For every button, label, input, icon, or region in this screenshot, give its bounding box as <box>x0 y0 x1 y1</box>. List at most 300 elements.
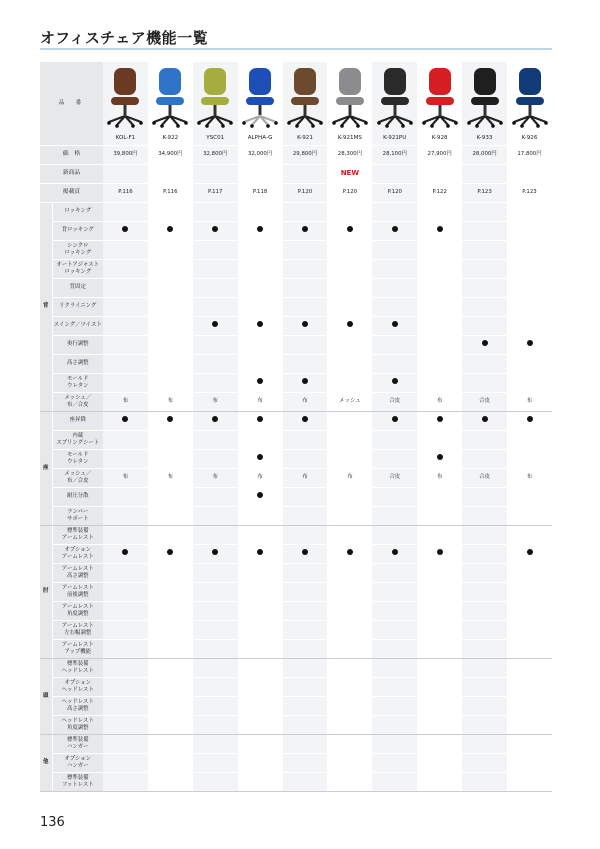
feature-cell <box>507 259 552 278</box>
feature-cell <box>103 601 148 620</box>
feature-cell <box>283 582 328 601</box>
feature-label: 背ロッキング <box>52 221 103 240</box>
feature-cell <box>372 506 417 525</box>
feature-cell <box>327 202 372 221</box>
feature-cell <box>327 620 372 639</box>
feature-cell <box>327 601 372 620</box>
product-cell <box>507 62 552 145</box>
feature-cell <box>103 316 148 335</box>
chair-feature-table <box>40 62 552 792</box>
feature-dot <box>527 416 533 422</box>
feature-cell <box>507 639 552 658</box>
feature-cell <box>417 335 462 354</box>
feature-cell <box>462 734 507 753</box>
feature-cell <box>238 354 283 373</box>
feature-cell <box>103 525 148 544</box>
feature-cell <box>462 335 507 354</box>
feature-cell <box>193 715 238 734</box>
feature-cell <box>283 487 328 506</box>
material-value: 布 <box>526 398 533 405</box>
feature-cell <box>283 335 328 354</box>
feature-cell <box>417 259 462 278</box>
feature-cell <box>238 487 283 506</box>
feature-cell <box>417 696 462 715</box>
hinban-label: 品 番 <box>40 62 103 145</box>
feature-cell <box>103 392 148 411</box>
feature-cell <box>372 696 417 715</box>
feature-cell <box>507 677 552 696</box>
price-row-label: 価 格 <box>40 145 103 164</box>
feature-row <box>40 525 552 544</box>
feature-cell <box>193 753 238 772</box>
feature-cell <box>103 620 148 639</box>
feature-label: スイング／ツイスト <box>52 316 103 335</box>
feature-cell <box>283 715 328 734</box>
feature-cell <box>148 772 193 791</box>
feature-cell <box>283 772 328 791</box>
price-cell <box>372 145 417 164</box>
feature-cell <box>417 373 462 392</box>
feature-cell <box>462 430 507 449</box>
feature-cell <box>372 240 417 259</box>
feature-cell <box>283 278 328 297</box>
feature-cell <box>283 411 328 430</box>
feature-cell <box>462 373 507 392</box>
feature-row <box>40 278 552 297</box>
feature-cell <box>103 487 148 506</box>
feature-dot <box>302 226 308 232</box>
feature-cell <box>283 392 328 411</box>
feature-cell <box>103 753 148 772</box>
page-ref-row <box>40 183 552 202</box>
page-cell <box>372 183 417 202</box>
feature-cell <box>103 354 148 373</box>
feature-cell <box>507 525 552 544</box>
feature-label: アームレスト 左右幅調整 <box>52 620 103 639</box>
material-value: 合皮 <box>389 398 401 405</box>
feature-dot <box>257 492 263 498</box>
feature-cell <box>462 753 507 772</box>
feature-dot <box>392 226 398 232</box>
material-value: 布 <box>167 474 174 481</box>
feature-cell <box>372 259 417 278</box>
page-value: P.117 <box>208 189 223 196</box>
feature-cell <box>238 677 283 696</box>
feature-cell <box>417 392 462 411</box>
price-cell <box>103 145 148 164</box>
feature-cell <box>372 601 417 620</box>
feature-row <box>40 202 552 221</box>
feature-cell <box>372 677 417 696</box>
feature-cell <box>372 411 417 430</box>
feature-cell <box>372 221 417 240</box>
feature-cell <box>327 221 372 240</box>
title-underline <box>40 48 552 50</box>
feature-label: モールド ウレタン <box>52 449 103 468</box>
feature-cell <box>283 525 328 544</box>
feature-cell <box>238 658 283 677</box>
page-cell <box>148 183 193 202</box>
feature-label: 内蔵 スプリングシート <box>52 430 103 449</box>
feature-cell <box>148 430 193 449</box>
feature-cell <box>283 468 328 487</box>
feature-cell <box>283 316 328 335</box>
feature-cell <box>193 544 238 563</box>
feature-cell <box>193 335 238 354</box>
page-value: P.123 <box>522 189 537 196</box>
feature-cell <box>372 620 417 639</box>
material-value: 布 <box>302 398 308 405</box>
feature-cell <box>372 639 417 658</box>
feature-cell <box>372 354 417 373</box>
chair-image <box>240 66 280 128</box>
feature-cell <box>283 202 328 221</box>
feature-cell <box>238 715 283 734</box>
feature-label: オプション アームレスト <box>52 544 103 563</box>
feature-cell <box>103 259 148 278</box>
price-cell <box>507 145 552 164</box>
feature-dot <box>122 549 128 555</box>
chair-image <box>510 66 550 128</box>
chair-image <box>375 66 415 128</box>
feature-cell <box>103 677 148 696</box>
feature-label: アームレスト アップ機能 <box>52 639 103 658</box>
material-value: 合皮 <box>389 474 401 481</box>
new-row <box>40 164 552 183</box>
feature-cell <box>372 373 417 392</box>
feature-cell <box>103 335 148 354</box>
price-row <box>40 145 552 164</box>
feature-cell <box>507 430 552 449</box>
feature-cell <box>148 715 193 734</box>
page-cell <box>417 183 462 202</box>
material-value: メッシュ <box>339 398 361 405</box>
feature-cell <box>417 772 462 791</box>
feature-cell <box>148 373 193 392</box>
material-value: 布 <box>526 474 533 481</box>
feature-cell <box>327 449 372 468</box>
feature-cell <box>417 297 462 316</box>
feature-cell <box>417 506 462 525</box>
feature-row <box>40 677 552 696</box>
feature-dot <box>347 549 353 555</box>
feature-cell <box>103 544 148 563</box>
feature-label: オプション ハンガー <box>52 753 103 772</box>
feature-cell <box>148 487 193 506</box>
feature-label: 標準装備 フットレスト <box>52 772 103 791</box>
feature-dot <box>212 416 218 422</box>
feature-cell <box>148 221 193 240</box>
feature-cell <box>417 525 462 544</box>
feature-cell <box>327 544 372 563</box>
material-value: 布 <box>347 474 353 481</box>
feature-cell <box>193 582 238 601</box>
feature-cell <box>372 449 417 468</box>
feature-cell <box>327 658 372 677</box>
page-value: P.118 <box>252 189 268 196</box>
feature-cell <box>238 753 283 772</box>
feature-row <box>40 335 552 354</box>
page-value: P.122 <box>432 189 447 196</box>
chair-image <box>285 66 325 128</box>
feature-cell <box>507 240 552 259</box>
feature-cell <box>327 240 372 259</box>
feature-cell <box>238 506 283 525</box>
feature-cell <box>417 354 462 373</box>
page-value: P.116 <box>118 189 133 196</box>
feature-cell <box>462 772 507 791</box>
feature-cell <box>507 316 552 335</box>
feature-cell <box>327 753 372 772</box>
feature-cell <box>417 316 462 335</box>
feature-cell <box>103 772 148 791</box>
feature-cell <box>372 297 417 316</box>
feature-cell <box>417 278 462 297</box>
feature-dot <box>257 549 263 555</box>
feature-cell <box>507 221 552 240</box>
feature-dot <box>302 549 308 555</box>
price-cell <box>148 145 193 164</box>
price-value: 28,100円 <box>382 151 407 158</box>
feature-cell <box>372 487 417 506</box>
feature-cell <box>417 411 462 430</box>
feature-dot <box>392 416 398 422</box>
feature-cell <box>327 411 372 430</box>
feature-cell <box>238 316 283 335</box>
feature-cell <box>103 563 148 582</box>
price-value: 17,800円 <box>517 151 542 158</box>
feature-cell <box>283 297 328 316</box>
feature-cell <box>417 753 462 772</box>
feature-cell <box>417 449 462 468</box>
feature-row <box>40 259 552 278</box>
feature-cell <box>417 487 462 506</box>
feature-cell <box>327 278 372 297</box>
feature-cell <box>372 202 417 221</box>
feature-row <box>40 221 552 240</box>
feature-cell <box>148 620 193 639</box>
feature-cell <box>193 449 238 468</box>
feature-cell <box>103 373 148 392</box>
feature-cell <box>417 677 462 696</box>
feature-cell <box>193 373 238 392</box>
feature-cell <box>193 316 238 335</box>
feature-row <box>40 487 552 506</box>
feature-cell <box>372 468 417 487</box>
product-cell <box>238 62 283 145</box>
feature-cell <box>507 278 552 297</box>
feature-cell <box>193 506 238 525</box>
feature-cell <box>283 259 328 278</box>
feature-label: 標準装備 ヘッドレスト <box>52 658 103 677</box>
feature-cell <box>148 677 193 696</box>
product-model: KOL-F1 <box>115 135 136 142</box>
feature-cell <box>327 582 372 601</box>
feature-cell <box>372 715 417 734</box>
feature-dot <box>257 226 263 232</box>
page-cell <box>238 183 283 202</box>
feature-cell <box>148 601 193 620</box>
feature-cell <box>193 259 238 278</box>
feature-dot <box>212 226 218 232</box>
feature-label: アームレスト 角度調整 <box>52 601 103 620</box>
page-value: P.120 <box>342 189 358 196</box>
feature-cell <box>462 354 507 373</box>
feature-label: メッシュ／ 布／合皮 <box>52 392 103 411</box>
feature-cell <box>327 525 372 544</box>
product-model: K-921MS <box>337 135 362 142</box>
feature-label: 標準装備 ハンガー <box>52 734 103 753</box>
page-cell <box>462 183 507 202</box>
feature-row <box>40 696 552 715</box>
feature-cell <box>148 297 193 316</box>
feature-cell <box>327 259 372 278</box>
feature-cell <box>148 316 193 335</box>
feature-cell <box>103 468 148 487</box>
feature-cell <box>327 506 372 525</box>
feature-row <box>40 240 552 259</box>
feature-cell <box>238 430 283 449</box>
feature-cell <box>148 658 193 677</box>
feature-cell <box>193 221 238 240</box>
feature-cell <box>462 715 507 734</box>
feature-cell <box>283 430 328 449</box>
feature-cell <box>238 411 283 430</box>
material-value: 布 <box>257 474 263 481</box>
feature-cell <box>148 392 193 411</box>
feature-cell <box>103 221 148 240</box>
feature-cell <box>327 696 372 715</box>
feature-dot <box>437 549 443 555</box>
feature-cell <box>283 544 328 563</box>
new-cell <box>372 164 417 183</box>
feature-cell <box>507 658 552 677</box>
feature-row <box>40 544 552 563</box>
feature-cell <box>283 373 328 392</box>
feature-cell <box>372 430 417 449</box>
feature-cell <box>417 563 462 582</box>
product-model: K-921PU <box>383 135 407 142</box>
feature-cell <box>507 696 552 715</box>
feature-cell <box>148 259 193 278</box>
feature-row <box>40 772 552 791</box>
feature-cell <box>283 658 328 677</box>
feature-label: ヘッドレスト 角度調整 <box>52 715 103 734</box>
feature-cell <box>238 639 283 658</box>
feature-cell <box>148 544 193 563</box>
feature-cell <box>327 487 372 506</box>
feature-cell <box>327 639 372 658</box>
feature-cell <box>148 506 193 525</box>
feature-row <box>40 506 552 525</box>
feature-cell <box>283 449 328 468</box>
feature-label: モールド ウレタン <box>52 373 103 392</box>
feature-cell <box>417 582 462 601</box>
feature-cell <box>507 468 552 487</box>
price-value: 34,900円 <box>158 151 183 158</box>
feature-cell <box>193 696 238 715</box>
feature-dot <box>437 226 443 232</box>
feature-cell <box>283 563 328 582</box>
feature-cell <box>327 563 372 582</box>
feature-cell <box>148 525 193 544</box>
feature-row <box>40 639 552 658</box>
feature-cell <box>372 582 417 601</box>
feature-dot <box>437 454 443 460</box>
feature-row <box>40 316 552 335</box>
material-value: 布 <box>122 398 129 405</box>
feature-cell <box>238 373 283 392</box>
feature-cell <box>238 259 283 278</box>
feature-cell <box>193 677 238 696</box>
feature-dot <box>257 321 263 327</box>
page-value: P.123 <box>477 189 492 196</box>
feature-dot <box>392 321 398 327</box>
feature-cell <box>238 734 283 753</box>
feature-cell <box>507 373 552 392</box>
feature-cell <box>462 259 507 278</box>
feature-cell <box>372 525 417 544</box>
feature-cell <box>327 335 372 354</box>
feature-cell <box>462 620 507 639</box>
section-label: 他 <box>40 734 52 791</box>
feature-cell <box>417 468 462 487</box>
product-model: K-921 <box>297 135 313 142</box>
feature-cell <box>103 449 148 468</box>
feature-cell <box>462 221 507 240</box>
feature-label: オートアジャスト ロッキング <box>52 259 103 278</box>
product-cell <box>148 62 193 145</box>
section-label: 肘 <box>40 525 52 658</box>
feature-cell <box>148 335 193 354</box>
feature-cell <box>103 734 148 753</box>
feature-cell <box>507 506 552 525</box>
feature-row <box>40 734 552 753</box>
feature-cell <box>193 563 238 582</box>
price-cell <box>462 145 507 164</box>
feature-cell <box>462 658 507 677</box>
feature-dot <box>437 416 443 422</box>
feature-dot <box>482 416 488 422</box>
page-title: オフィスチェア機能一覧 <box>40 29 209 47</box>
feature-cell <box>507 487 552 506</box>
feature-cell <box>193 658 238 677</box>
feature-cell <box>238 620 283 639</box>
feature-cell <box>372 772 417 791</box>
material-value: 布 <box>257 398 263 405</box>
feature-row <box>40 753 552 772</box>
price-cell <box>417 145 462 164</box>
feature-cell <box>372 316 417 335</box>
feature-dot <box>122 416 128 422</box>
feature-dot <box>527 549 533 555</box>
new-cell <box>462 164 507 183</box>
feature-cell <box>327 392 372 411</box>
feature-cell <box>148 354 193 373</box>
feature-cell <box>193 772 238 791</box>
feature-cell <box>283 696 328 715</box>
feature-label: アームレスト 高さ調整 <box>52 563 103 582</box>
feature-cell <box>327 430 372 449</box>
feature-cell <box>327 468 372 487</box>
product-model: K-933 <box>476 135 493 142</box>
feature-cell <box>238 772 283 791</box>
new-cell <box>193 164 238 183</box>
feature-label: メッシュ／ 布／合皮 <box>52 468 103 487</box>
feature-dot <box>347 321 353 327</box>
feature-dot <box>482 340 488 346</box>
page-cell <box>193 183 238 202</box>
